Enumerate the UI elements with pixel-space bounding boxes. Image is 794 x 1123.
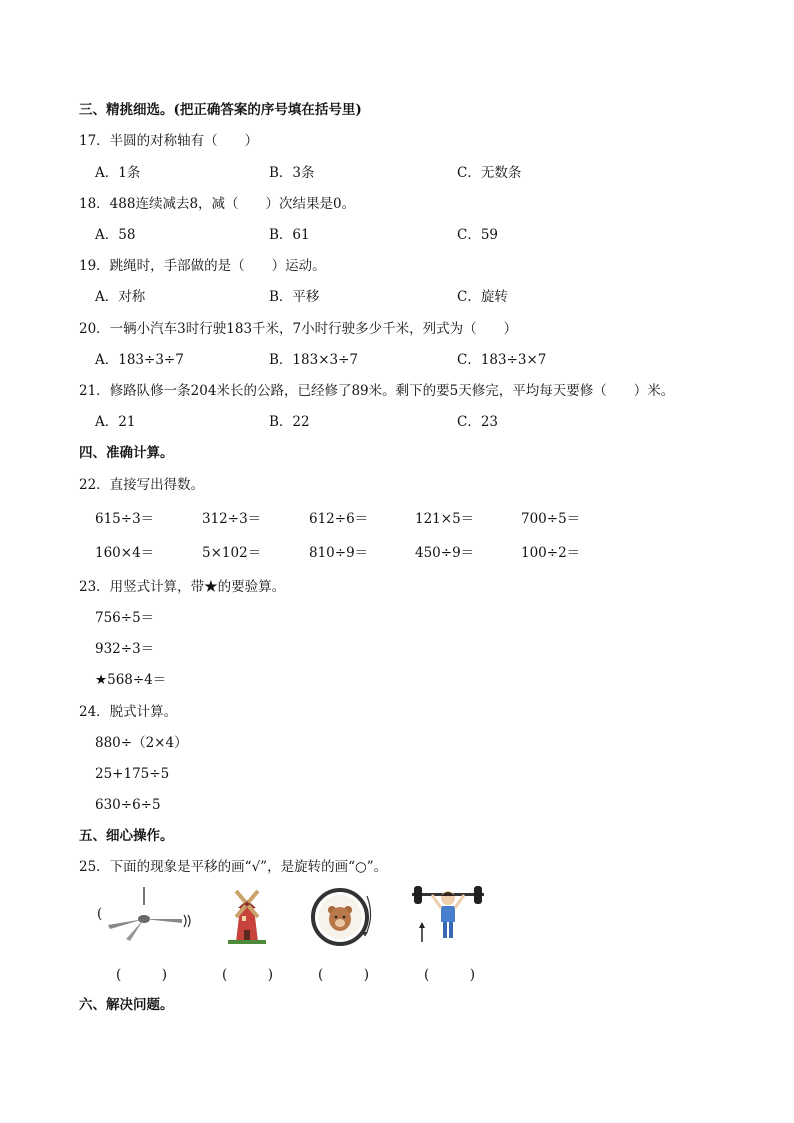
q22-item: 612÷6＝ (309, 511, 369, 527)
q22-item: 312÷3＝ (202, 511, 262, 527)
q20-option-c: C．183÷3×7 (457, 352, 547, 368)
section-5-heading: 五、细心操作。 (79, 828, 174, 844)
question-17: 17．半圆的对称轴有（ ） (79, 133, 259, 149)
q19-option-a: A．对称 (95, 289, 146, 305)
q17-option-b: B．3条 (269, 165, 315, 181)
q20-option-a: A．183÷3÷7 (95, 352, 184, 368)
q18-option-b: B．61 (269, 227, 310, 243)
q19-option-b: B．平移 (269, 289, 320, 305)
question-22: 22．直接写出得数。 (79, 477, 205, 493)
q18-option-c: C．59 (457, 227, 499, 243)
question-24: 24．脱式计算。 (79, 704, 178, 720)
q21-option-b: B．22 (269, 414, 310, 430)
q17-option-a: A．1条 (95, 165, 141, 181)
q22-item: 615÷3＝ (95, 511, 155, 527)
q23-item: 932÷3＝ (95, 641, 155, 657)
answer-blank[interactable]: ( ) (222, 967, 274, 983)
weightlifter-picture (410, 884, 486, 946)
section-3-heading: 三、精挑细选。(把正确答案的序号填在括号里) (79, 102, 362, 118)
q22-item: 5×102＝ (202, 545, 262, 561)
q22-item: 121×5＝ (415, 511, 475, 527)
q22-item: 450÷9＝ (415, 545, 475, 561)
question-18: 18．488连续减去8，减（ ）次结果是0。 (79, 196, 356, 212)
answer-blank[interactable]: ( ) (424, 967, 476, 983)
clock-picture (309, 884, 375, 948)
q22-item: 100÷2＝ (521, 545, 581, 561)
answer-blank[interactable]: ( ) (318, 967, 370, 983)
q19-option-c: C．旋转 (457, 289, 508, 305)
section-4-heading: 四、准确计算。 (79, 445, 174, 461)
q22-item: 700÷5＝ (521, 511, 581, 527)
q23-item-starred: ★568÷4＝ (95, 672, 167, 688)
q20-option-b: B．183×3÷7 (269, 352, 358, 368)
q21-option-a: A．21 (95, 414, 136, 430)
question-19: 19．跳绳时，手部做的是（ ）运动。 (79, 258, 326, 274)
question-20: 20．一辆小汽车3时行驶183千米，7小时行驶多少千米，列式为（ ） (79, 321, 518, 337)
q18-option-a: A．58 (95, 227, 136, 243)
answer-blank[interactable]: ( ) (116, 967, 168, 983)
fan-paren: ( (97, 906, 103, 922)
ceiling-fan-picture (100, 885, 195, 945)
windmill-picture (226, 886, 268, 944)
q23-item: 756÷5＝ (95, 610, 155, 626)
q22-item: 160×4＝ (95, 545, 155, 561)
q17-option-c: C．无数条 (457, 165, 522, 181)
question-25: 25．下面的现象是平移的画“√”，是旋转的画“○”。 (79, 859, 388, 875)
q24-item: 880÷（2×4） (95, 735, 188, 751)
q24-item: 25+175÷5 (95, 766, 170, 782)
section-6-heading: 六、解决问题。 (79, 997, 174, 1013)
q22-item: 810÷9＝ (309, 545, 369, 561)
question-23: 23．用竖式计算，带★的要验算。 (79, 579, 286, 595)
q21-option-c: C．23 (457, 414, 499, 430)
q24-item: 630÷6÷5 (95, 797, 161, 813)
question-21: 21．修路队修一条204米长的公路，已经修了89米。剩下的要5天修完，平均每天要修（ ）米。 (79, 383, 675, 399)
